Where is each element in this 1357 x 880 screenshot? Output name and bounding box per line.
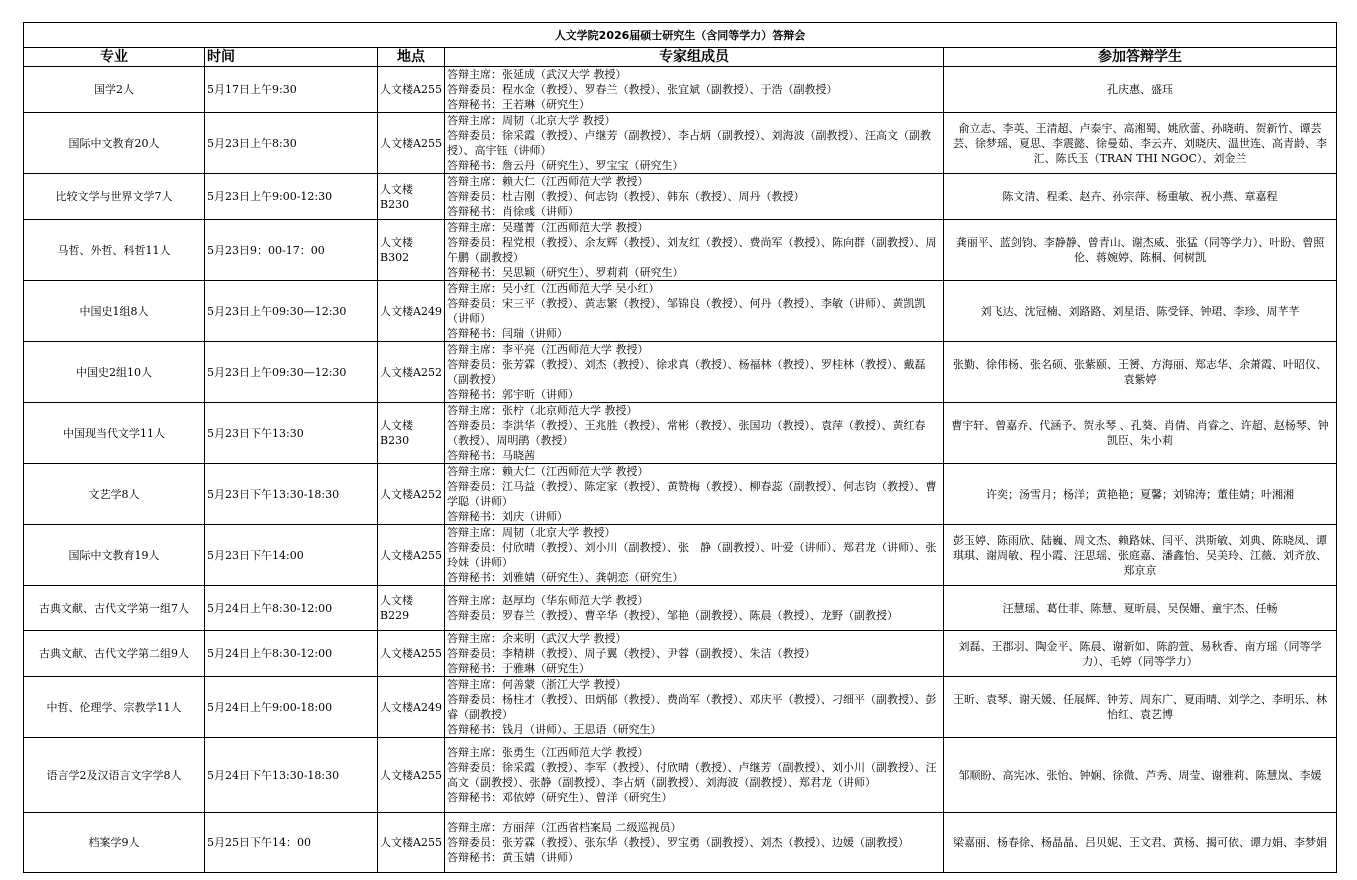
expert-chair: 答辩主席：张柠（北京师范大学 教授） <box>447 404 638 417</box>
expert-members: 答辩委员：罗春兰（教授）、曹辛华（教授）、邹艳（副教授）、陈晨（教授）、龙野（副教授） <box>447 609 898 622</box>
cell-students: 刘飞达、沈冠楠、刘路路、刘星语、陈受铎、钟珺、李珍、周芊芊 <box>944 281 1337 342</box>
table-row <box>24 67 1337 113</box>
header-row <box>24 48 1337 67</box>
cell-major: 中国史2组10人 <box>24 342 205 403</box>
expert-secretary: 答辩秘书：詹云丹（研究生）、罗宝宝（研究生） <box>447 159 684 172</box>
page-title: 人文学院2026届硕士研究生（含同等学力）答辩会 <box>24 23 1337 48</box>
cell-place: 人文楼B230 <box>378 403 445 464</box>
cell-place: 人文楼B302 <box>378 220 445 281</box>
expert-chair: 答辩主席：赵厚均（华东师范大学 教授） <box>447 594 649 607</box>
table-row <box>24 586 1337 631</box>
cell-time: 5月23日下午14:00 <box>205 525 378 586</box>
table-row <box>24 677 1337 738</box>
cell-time: 5月23日上午8:30 <box>205 113 378 174</box>
expert-chair: 答辩主席：李平亮（江西师范大学 教授） <box>447 343 649 356</box>
expert-secretary: 答辩秘书：吴思颖（研究生）、罗莉莉（研究生） <box>447 266 684 279</box>
expert-members: 答辩委员：程水金（教授）、罗春兰（教授）、张宜斌（副教授）、于浩（副教授） <box>447 83 838 96</box>
cell-students: 龚丽平、蓝剑钧、李静静、曾青山、谢杰威、张猛（同等学力）、叶盼、曾照伦、蒋婉婷、陈桐、何树凯 <box>944 220 1337 281</box>
expert-members: 答辩委员：李精耕（教授）、周子翼（教授）、尹蓉（副教授）、朱洁（教授） <box>447 647 816 660</box>
cell-students: 陈文清、程柔、赵卉、孙宗萍、杨重敏、祝小燕、章嘉程 <box>944 174 1337 220</box>
cell-major: 比较文学与世界文学7人 <box>24 174 205 220</box>
cell-students: 许奕；汤雪月；杨洋；黄艳艳；夏馨；刘锦涛；董佳婧；叶湘湘 <box>944 464 1337 525</box>
cell-major: 中国史1组8人 <box>24 281 205 342</box>
expert-members: 答辩委员：张芳霖（教授）、刘杰（教授）、徐求真（教授）、杨福林（教授）、罗桂林（教授）、戴磊（副教授） <box>447 358 926 386</box>
cell-students: 张勤、徐伟杨、张名硕、张紫颐、王赟、方海丽、郑志华、余萧霞、叶昭仪、袁紫婷 <box>944 342 1337 403</box>
cell-experts <box>445 464 944 525</box>
cell-major: 档案学9人 <box>24 813 205 873</box>
expert-secretary: 答辩秘书：郭宇昕（讲师） <box>447 388 579 401</box>
cell-place: 人文楼A255 <box>378 525 445 586</box>
table-row <box>24 631 1337 677</box>
expert-secretary: 答辩秘书：邓依婷（研究生）、曾洋（研究生） <box>447 791 673 804</box>
expert-secretary: 答辩秘书：马晓茜 <box>447 449 535 462</box>
expert-members: 答辩委员：江马益（教授）、陈定家（教授）、黄赞梅（教授）、柳春蕊（副教授）、何志钧（教授）、曹学聪（讲师） <box>447 480 937 508</box>
table-row <box>24 813 1337 873</box>
expert-chair: 答辩主席：张勇生（江西师范大学 教授） <box>447 746 649 759</box>
cell-experts <box>445 174 944 220</box>
table-row <box>24 174 1337 220</box>
cell-students: 王昕、袁琴、谢天媛、任展辉、钟芳、周东广、夏雨晴、刘学之、李明乐、林怡红、袁艺博 <box>944 677 1337 738</box>
table-row <box>24 738 1337 813</box>
expert-chair: 答辩主席：何善蒙（浙江大学 教授） <box>447 678 627 691</box>
cell-experts <box>445 403 944 464</box>
expert-chair: 答辩主席：周韧（北京大学 教授） <box>447 526 616 539</box>
header-time: 时间 <box>205 48 378 67</box>
cell-time: 5月23日下午13:30-18:30 <box>205 464 378 525</box>
cell-experts <box>445 586 944 631</box>
header-major: 专业 <box>24 48 205 67</box>
header-place: 地点 <box>378 48 445 67</box>
cell-students: 彭玉婷、陈雨欣、陆巍、周文杰、赖路妹、闫平、洪斯敏、刘典、陈晓凤、谭琪琪、谢周敏、程小霞、汪思瑶、张庭嘉、潘鑫怡、吴美玲、江薇、刘齐放、郑京京 <box>944 525 1337 586</box>
expert-chair: 答辩主席：方丽萍（江西省档案局 二级巡视员） <box>447 821 682 834</box>
table-row <box>24 220 1337 281</box>
cell-place: 人文楼A249 <box>378 281 445 342</box>
expert-members: 答辩委员：付欣晴（教授）、刘小川（副教授）、张 静（副教授）、叶爱（讲师）、郑君龙（讲师）、张玲妹（讲师） <box>447 541 937 569</box>
cell-experts <box>445 738 944 813</box>
cell-major: 语言学2及汉语言文字学8人 <box>24 738 205 813</box>
cell-experts <box>445 67 944 113</box>
expert-members: 答辩委员：徐采霞（教授）、卢继芳（副教授）、李占炳（副教授）、刘海波（副教授）、汪高文（副教授）、高宇钰（讲师） <box>447 129 931 157</box>
cell-place: 人文楼A255 <box>378 67 445 113</box>
cell-major: 国际中文教育20人 <box>24 113 205 174</box>
expert-chair: 答辩主席：张延成（武汉大学 教授） <box>447 68 627 81</box>
cell-major: 文艺学8人 <box>24 464 205 525</box>
table-row <box>24 342 1337 403</box>
cell-students: 汪慧瑶、葛仕菲、陈慧、夏昕晨、吴俣姗、童宇杰、任畅 <box>944 586 1337 631</box>
expert-secretary: 答辩秘书：刘庆（讲师） <box>447 510 568 523</box>
cell-students: 俞立志、李英、王清超、卢泰宇、高湘蜀、姚欣蕾、孙晓萌、贺新竹、谭芸芸、徐梦瑶、夏思、李震懿、徐曼茹、李云卉、刘晓庆、温世连、高青龄、李汇、陈氏玉（TRAN THI NGOC）、刘金兰 <box>944 113 1337 174</box>
expert-chair: 答辩主席：吴小红（江西师范大学 吴小红） <box>447 282 660 295</box>
cell-time: 5月17日上午9:30 <box>205 67 378 113</box>
header-experts: 专家组成员 <box>445 48 944 67</box>
expert-members: 答辩委员：宋三平（教授）、黄志繁（教授）、邹锦良（教授）、何丹（教授）、李敏（讲师）、黄凯凯（讲师） <box>447 297 926 325</box>
expert-secretary: 答辩秘书：肖徐彧（讲师） <box>447 205 579 218</box>
cell-students: 刘磊、王郡羽、陶金平、陈晨、谢新如、陈韵萱、易秋香、南方瑶（同等学力）、毛婷（同等学力） <box>944 631 1337 677</box>
expert-secretary: 答辩秘书：黄玉婧（讲师） <box>447 851 579 864</box>
expert-members: 答辩委员：程党根（教授）、余友辉（教授）、刘友红（教授）、费尚军（教授）、陈向群（副教授）、周午鹏（副教授） <box>447 236 937 264</box>
cell-students: 孔庆惠、盛珏 <box>944 67 1337 113</box>
expert-members: 答辩委员：杜吉刚（教授）、何志钧（教授）、韩东（教授）、周丹（教授） <box>447 190 805 203</box>
cell-experts <box>445 342 944 403</box>
cell-major: 古典文献、古代文学第二组9人 <box>24 631 205 677</box>
expert-chair: 答辩主席：吴瑾菁（江西师范大学 教授） <box>447 221 649 234</box>
expert-chair: 答辩主席：周韧（北京大学 教授） <box>447 114 616 127</box>
cell-time: 5月23日上午9:00-12:30 <box>205 174 378 220</box>
cell-place: 人文楼A255 <box>378 738 445 813</box>
cell-major: 中国现当代文学11人 <box>24 403 205 464</box>
table-row <box>24 113 1337 174</box>
expert-members: 答辩委员：杨柱才（教授）、田炳郁（教授）、费尚军（教授）、邓庆平（教授）、刁细平（副教授）、彭睿（副教授） <box>447 693 937 721</box>
cell-experts <box>445 525 944 586</box>
expert-chair: 答辩主席：赖大仁（江西师范大学 教授） <box>447 465 649 478</box>
cell-place: 人文楼B230 <box>378 174 445 220</box>
cell-major: 国际中文教育19人 <box>24 525 205 586</box>
cell-major: 古典文献、古代文学第一组7人 <box>24 586 205 631</box>
cell-experts <box>445 677 944 738</box>
expert-secretary: 答辩秘书：王若琳（研究生） <box>447 98 590 111</box>
cell-time: 5月24日上午9:00-18:00 <box>205 677 378 738</box>
cell-time: 5月24日上午8:30-12:00 <box>205 631 378 677</box>
table-row <box>24 525 1337 586</box>
header-students: 参加答辩学生 <box>944 48 1337 67</box>
cell-place: 人文楼A255 <box>378 813 445 873</box>
table-row <box>24 464 1337 525</box>
cell-place: 人文楼A252 <box>378 464 445 525</box>
cell-time: 5月23日下午13:30 <box>205 403 378 464</box>
defense-schedule-table <box>23 22 1337 873</box>
cell-students: 邹顺盼、高宪冰、张怡、钟娴、徐微、芦秀、周莹、谢雅莉、陈慧岚、李媛 <box>944 738 1337 813</box>
cell-experts <box>445 281 944 342</box>
cell-major: 中哲、伦理学、宗教学11人 <box>24 677 205 738</box>
expert-members: 答辩委员：李洪华（教授）、王兆胜（教授）、常彬（教授）、张国功（教授）、袁萍（教授）、黄红春（教授）、周明鹃（教授） <box>447 419 926 447</box>
cell-place: 人文楼A255 <box>378 113 445 174</box>
expert-chair: 答辩主席：赖大仁（江西师范大学 教授） <box>447 175 649 188</box>
cell-time: 5月23日9：00-17：00 <box>205 220 378 281</box>
cell-time: 5月23日上午09:30—12:30 <box>205 281 378 342</box>
table-row <box>24 281 1337 342</box>
cell-major: 马哲、外哲、科哲11人 <box>24 220 205 281</box>
cell-place: 人文楼B229 <box>378 586 445 631</box>
expert-secretary: 答辩秘书：于雅琳（研究生） <box>447 662 590 675</box>
cell-experts <box>445 813 944 873</box>
expert-members: 答辩委员：张芳霖（教授）、张东华（教授）、罗宝勇（副教授）、刘杰（教授）、边媛（副教授） <box>447 836 909 849</box>
expert-secretary: 答辩秘书：闫瑞（讲师） <box>447 327 568 340</box>
cell-time: 5月23日上午09:30—12:30 <box>205 342 378 403</box>
table-row <box>24 403 1337 464</box>
cell-time: 5月25日下午14：00 <box>205 813 378 873</box>
expert-members: 答辩委员：徐采霞（教授）、李军（教授）、付欣晴（教授）、卢继芳（副教授）、刘小川（副教授）、汪高文（副教授）、张静（副教授）、李占炳（副教授）、刘海波（副教授）、郑君龙（讲师） <box>447 761 937 789</box>
cell-experts <box>445 220 944 281</box>
cell-place: 人文楼A249 <box>378 677 445 738</box>
expert-secretary: 答辩秘书：钱月（讲师）、王思语（研究生） <box>447 723 662 736</box>
cell-experts <box>445 631 944 677</box>
cell-time: 5月24日下午13:30-18:30 <box>205 738 378 813</box>
cell-place: 人文楼A255 <box>378 631 445 677</box>
cell-students: 梁嘉丽、杨春徐、杨晶晶、吕贝妮、王文君、黄杨、揭可依、谭力娟、李梦娟 <box>944 813 1337 873</box>
cell-students: 曹宇轩、曾嘉乔、代涵予、贺永琴 、孔葵、肖倩、肖睿之、许超、赵杨琴、钟凯臣、朱小莉 <box>944 403 1337 464</box>
expert-secretary: 答辩秘书：刘雅婧（研究生）、龚朝恋（研究生） <box>447 571 684 584</box>
cell-experts <box>445 113 944 174</box>
expert-chair: 答辩主席：余来明（武汉大学 教授） <box>447 632 627 645</box>
cell-place: 人文楼A252 <box>378 342 445 403</box>
cell-major: 国学2人 <box>24 67 205 113</box>
cell-time: 5月24日上午8:30-12:00 <box>205 586 378 631</box>
